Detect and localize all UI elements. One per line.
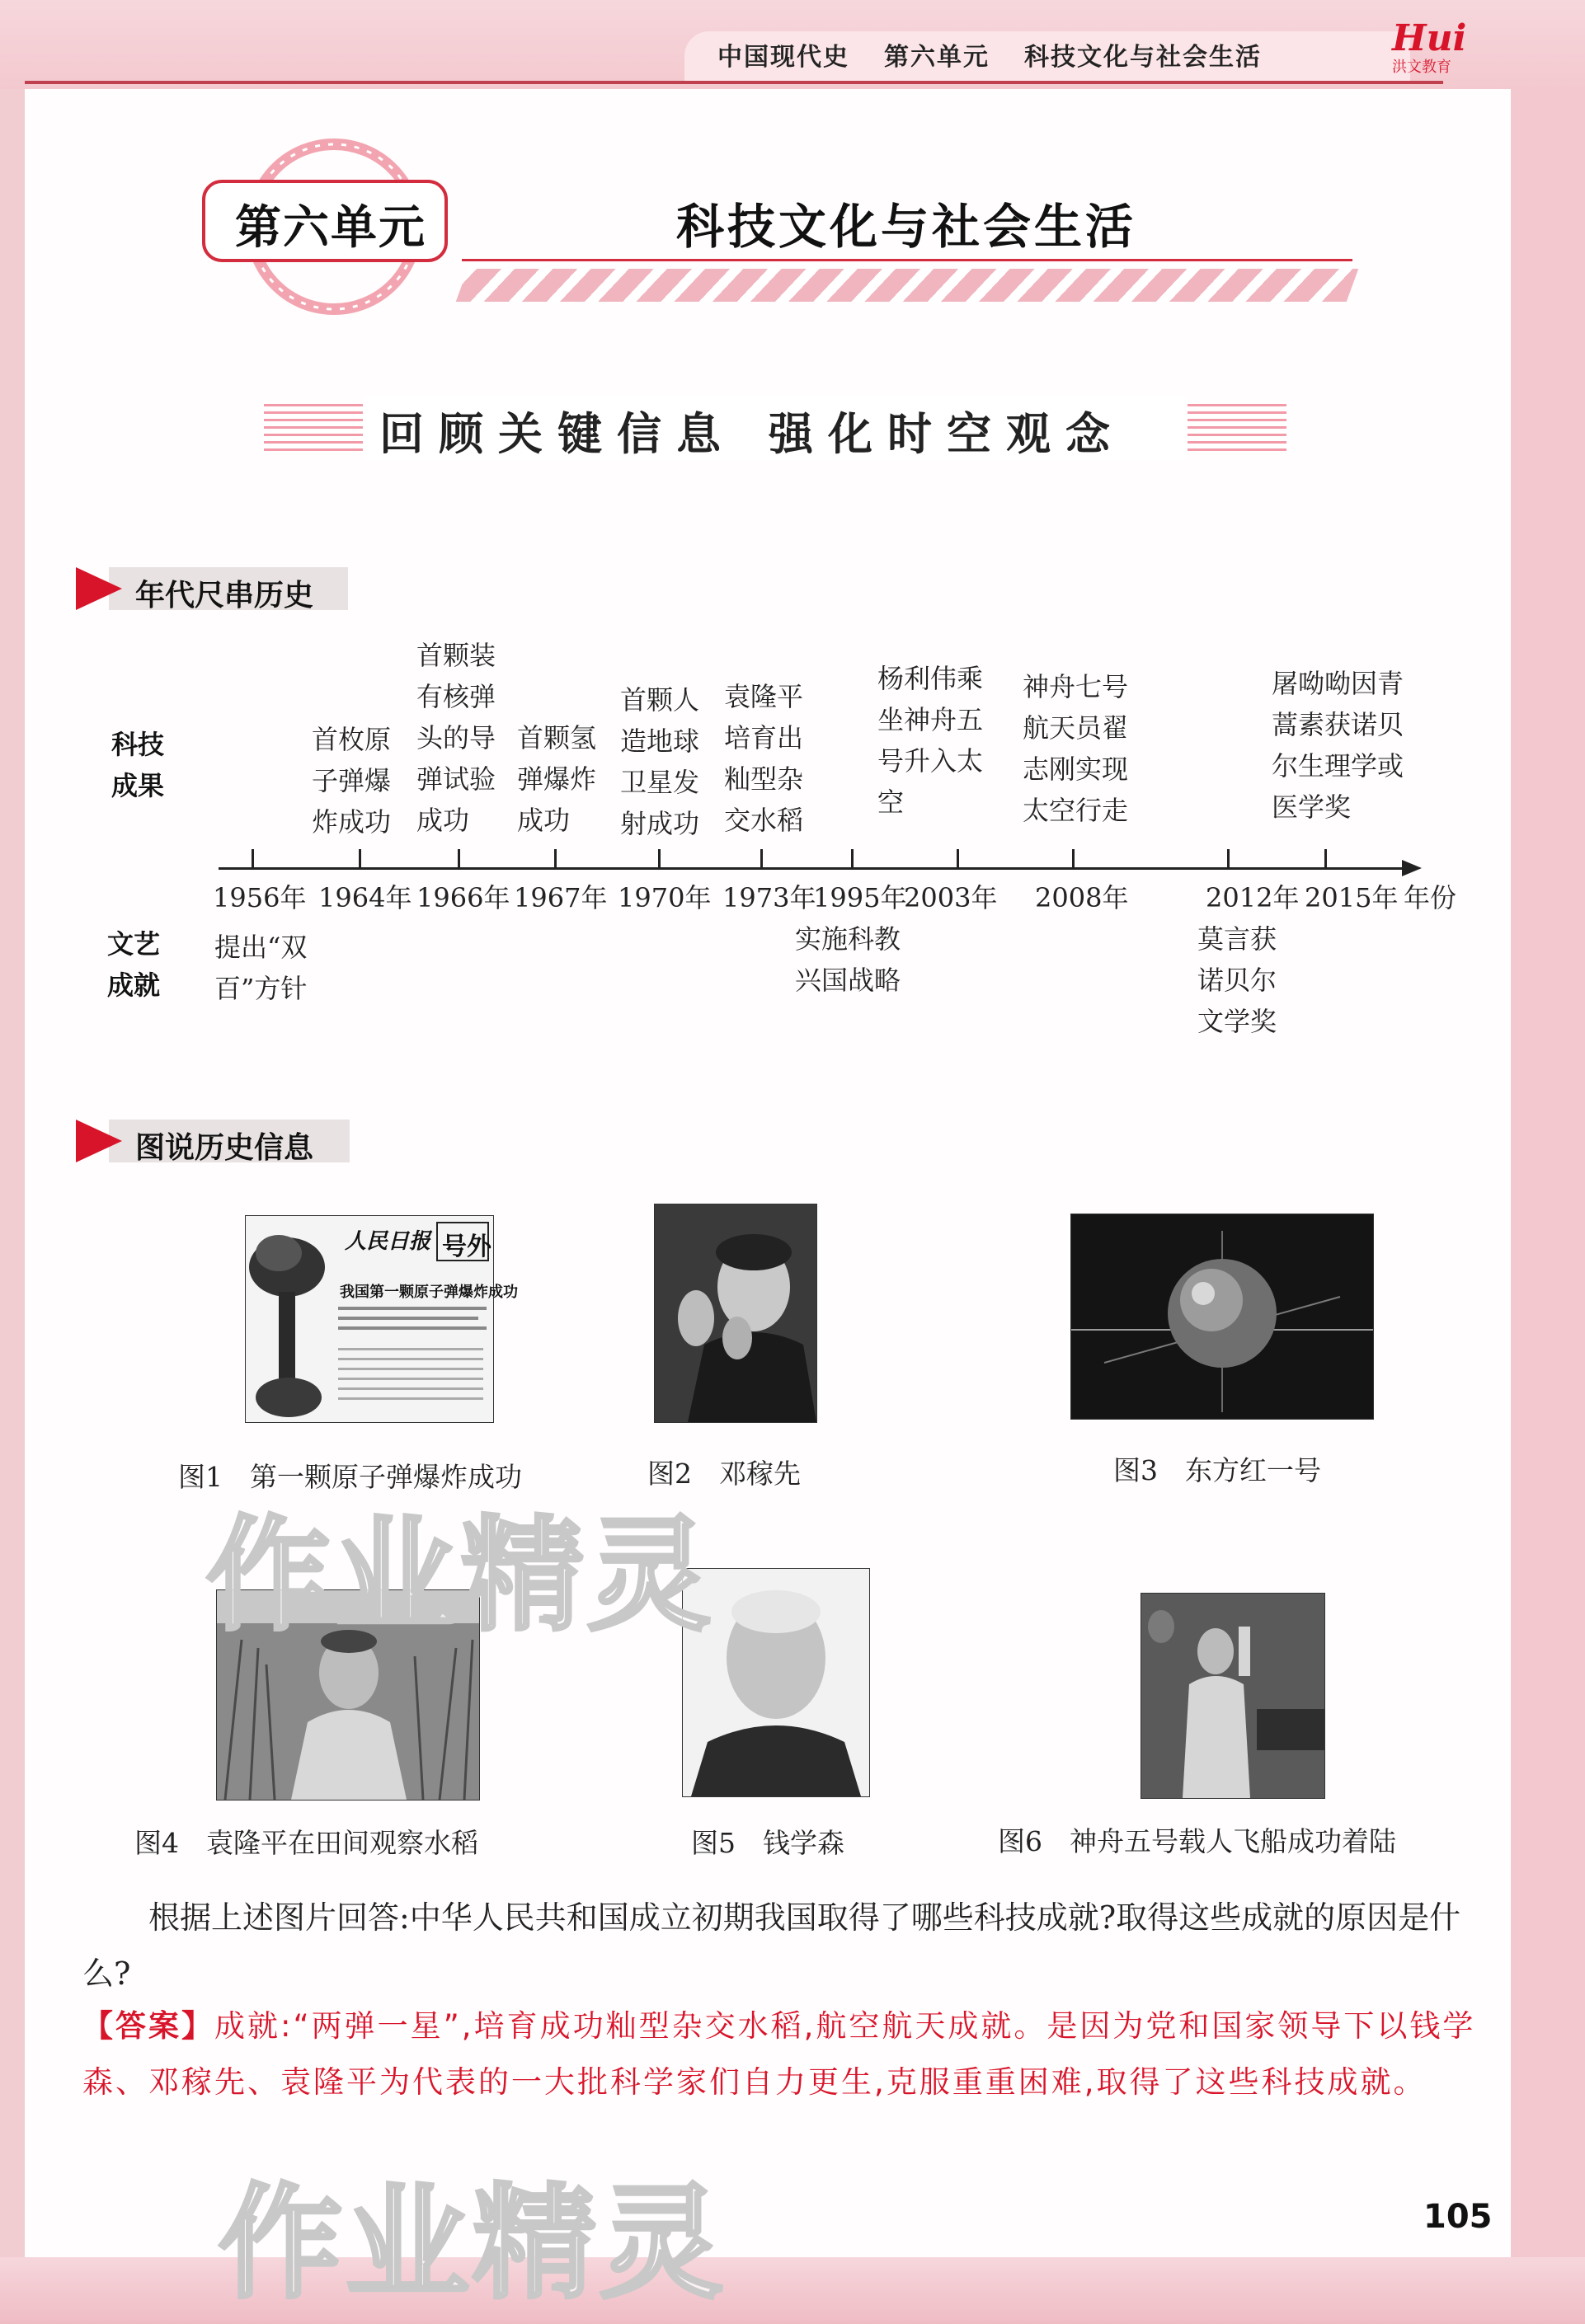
figure-satellite-photo (1070, 1214, 1374, 1420)
running-header (717, 36, 1296, 73)
tick (1072, 849, 1075, 869)
figure-atomic-bomb-newspaper (245, 1215, 518, 1423)
answer-tag: 【答案】 (82, 2008, 214, 2044)
axis-unit-label: 年份 (1404, 882, 1457, 913)
section-banner (379, 399, 1125, 462)
figure-caption: 图2 邓稼先 (647, 1458, 801, 1490)
year-label: 1956年 (213, 882, 307, 913)
arts-event: 莫言获 诺贝尔 文学奖 (1197, 923, 1277, 1037)
arrow-icon (76, 567, 122, 610)
tech-event: 首颗装 有核弹 头的导 弹试验 成功 (416, 640, 496, 836)
title-rule (462, 259, 1352, 261)
year-label: 1966年 (416, 882, 510, 913)
year-label: 2012年 (1206, 882, 1300, 913)
timeline-row-label-tech: 科技 成果 (111, 729, 165, 801)
header-course: 中国现代史 (717, 43, 849, 72)
arrow-icon (76, 1120, 122, 1162)
timeline-row-label-arts: 文艺 成就 (107, 928, 161, 1001)
question-text: 根据上述图片回答:中华人民共和国成立初期我国取得了哪些科技成就?取得这些成就的原因是什么? (82, 1899, 1461, 1992)
year-label: 1973年 (722, 882, 816, 913)
axis-arrow-icon (1402, 860, 1422, 876)
figure-caption: 图5 钱学森 (691, 1827, 844, 1859)
figure-caption: 图3 东方红一号 (1113, 1454, 1321, 1486)
tech-event: 首颗人 造地球 卫星发 射成功 (620, 684, 700, 839)
section-tag-label: 图说历史信息 (135, 1131, 314, 1165)
year-label: 1995年 (813, 882, 907, 913)
arts-event: 提出“双 百”方针 (214, 932, 308, 1004)
tick (252, 849, 254, 869)
banner-part2: 强化时空观念 (769, 408, 1125, 460)
tick (658, 849, 661, 869)
tick (760, 849, 763, 869)
portrait-image (655, 1204, 816, 1422)
logo-mark: Hui (1392, 17, 1467, 59)
answer-block (82, 1998, 1501, 2110)
unit-title: 科技文化与社会生活 (676, 199, 1137, 255)
newspaper-extra-label: 号外 (442, 1232, 491, 1261)
figure-deng-jiaxian-photo (654, 1204, 817, 1423)
newspaper-masthead: 人民日报 (345, 1229, 431, 1254)
tech-event: 杨利伟乘 坐神舟五 号升入太 空 (877, 663, 984, 818)
tech-event: 屠呦呦因青 蒿素获诺贝 尔生理学或 医学奖 (1272, 668, 1404, 823)
year-label: 2003年 (904, 882, 998, 913)
tech-event: 神舟七号 航天员翟 志刚实现 太空行走 (1023, 671, 1129, 826)
unit-label: 第六单元 (235, 200, 426, 255)
tick (554, 849, 557, 869)
figure-caption: 图1 第一颗原子弹爆炸成功 (178, 1461, 522, 1493)
logo-text: 洪文教育 (1392, 59, 1451, 76)
tech-event: 袁隆平 培育出 籼型杂 交水稻 (724, 681, 804, 836)
watermark: 作业精灵 (206, 1505, 715, 1648)
header-rule (25, 81, 1443, 84)
section-tag-label: 年代尺串历史 (135, 579, 314, 613)
header-unit: 第六单元 (884, 43, 990, 72)
tech-event: 首枚原 子弹爆 炸成功 (312, 724, 392, 838)
year-label: 2008年 (1035, 882, 1129, 913)
banner-part1: 回顾关键信息 (379, 408, 736, 460)
section-tag-pictures (76, 1120, 348, 1165)
tick (359, 849, 361, 869)
page-number: 105 (1423, 2198, 1493, 2236)
tick (851, 849, 854, 869)
header-topic: 科技文化与社会生活 (1024, 43, 1262, 72)
figure-caption: 图4 袁隆平在田间观察水稻 (134, 1827, 478, 1859)
tick (1227, 849, 1230, 869)
year-label: 1967年 (514, 882, 608, 913)
year-label: 2015年 (1305, 882, 1399, 913)
answer-text: 成就:“两弹一星”,培育成功籼型杂交水稻,航空航天成就。是因为党和国家领导下以钱学森、邓稼先、袁隆平为代表的一大批科学家们自力更生,克服重重困难,取得了这些科技成就。 (82, 2008, 1476, 2100)
figure-caption: 图6 神舟五号载人飞船成功着陆 (998, 1825, 1396, 1857)
astronaut-photo-image (1141, 1594, 1324, 1798)
tech-event: 首颗氢 弹爆炸 成功 (517, 722, 597, 836)
newspaper-headline: 我国第一颗原子弹爆炸成功 (340, 1284, 518, 1301)
arts-event: 实施科教 兴国战略 (795, 923, 901, 996)
year-label: 1964年 (318, 882, 412, 913)
right-margin-band (1511, 89, 1585, 2324)
publisher-logo (1392, 18, 1471, 81)
satellite-image (1071, 1214, 1373, 1419)
watermark: 作业精灵 (219, 2172, 727, 2316)
figure-shenzhou5-photo (1141, 1593, 1325, 1799)
tick (957, 849, 959, 869)
year-label: 1970年 (618, 882, 712, 913)
section-tag-timeline (76, 567, 348, 613)
tick (458, 849, 460, 869)
title-stripe-decoration (456, 269, 1359, 302)
tick (1324, 849, 1327, 869)
